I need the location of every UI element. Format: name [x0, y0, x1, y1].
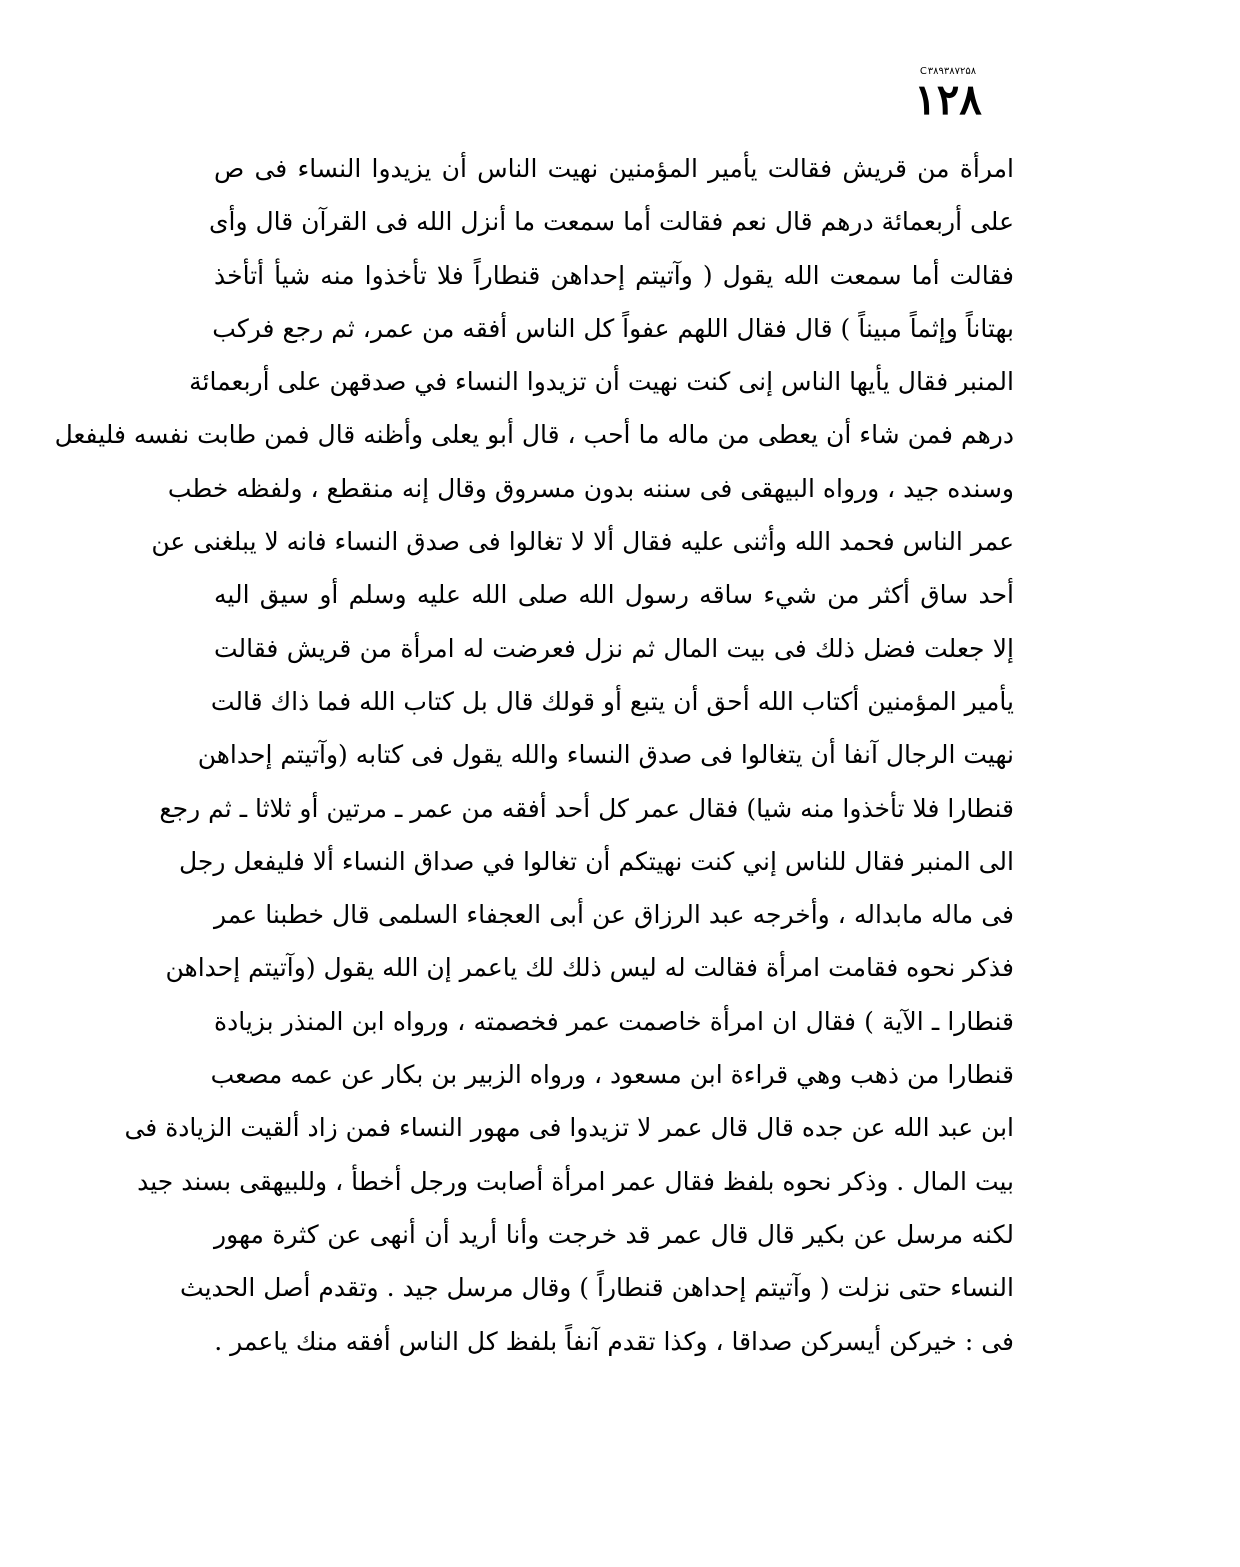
- text-line: قنطارا من ذهب وهي قراءة ابن مسعود ، ورواه الزبير بن بكار عن عمه مصعب: [210, 1060, 1014, 1090]
- text-line: النساء حتى نزلت ( وآتيتم إحداهن قنطاراً ) وقال مرسل جيد . وتقدم أصل الحديث: [180, 1273, 1014, 1303]
- text-line: فى : خيركن أيسركن صداقا ، وكذا تقدم آنفاً بلفظ كل الناس أفقه منك ياعمر .: [214, 1326, 1014, 1356]
- text-line: فى ماله مابداله ، وأخرجه عبد الرزاق عن أبى العجفاء السلمى قال خطبنا عمر: [214, 900, 1014, 930]
- text-line: بيت المال . وذكر نحوه بلفظ فقال عمر امرأة أصابت ورجل أخطأ ، وللبيهقى بسند جيد: [137, 1166, 1014, 1196]
- text-line: فقالت أما سمعت الله يقول ( وآتيتم إحداهن قنطاراً فلا تأخذوا منه شيأ أتأخذ: [214, 260, 1014, 290]
- page-number: ١٢٨: [914, 75, 982, 124]
- text-line: وسنده جيد ، ورواه البيهقى فى سننه بدون مسروق وقال إنه منقطع ، ولفظه خطب: [167, 473, 1014, 503]
- text-line: قنطارا ـ الآية ) فقال ان امرأة خاصمت عمر فخصمته ، ورواه ابن المنذر بزيادة: [214, 1006, 1014, 1036]
- text-line: أحد ساق أكثر من شيء ساقه رسول الله صلى الله عليه وسلم أو سيق اليه: [214, 580, 1014, 610]
- text-line: قنطارا فلا تأخذوا منه شيا) فقال عمر كل أحد أفقه من عمر ـ مرتين أو ثلاثا ـ ثم رجع: [159, 793, 1014, 823]
- text-line: ابن عبد الله عن جده قال قال عمر لا تزيدوا فى مهور النساء فمن زاد ألقيت الزيادة فى: [124, 1113, 1014, 1143]
- text-line: لكنه مرسل عن بكير قال قال عمر قد خرجت وأنا أريد أن أنهى عن كثرة مهور: [214, 1219, 1014, 1249]
- text-line: إلا جعلت فضل ذلك فى بيت المال ثم نزل فعرضت له امرأة من قريش فقالت: [214, 633, 1014, 663]
- text-line: على أربعمائة درهم قال نعم فقالت أما سمعت ما أنزل الله فى القرآن قال وأى: [208, 207, 1014, 237]
- text-line: فذكر نحوه فقامت امرأة فقالت له ليس ذلك لك ياعمر إن الله يقول (وآتيتم إحداهن: [165, 953, 1014, 983]
- text-line: درهم فمن شاء أن يعطى من ماله ما أحب ، قال أبو يعلى وأظنه قال فمن طابت نفسه فليفعل: [54, 420, 1014, 450]
- text-line: عمر الناس فحمد الله وأثنى عليه فقال ألا لا تغالوا فى صدق النساء فانه لا يبلغنى عن: [151, 527, 1014, 557]
- text-line: يأمير المؤمنين أكتاب الله أحق أن يتبع أو قولك قال بل كتاب الله فما ذاك قالت: [210, 686, 1014, 716]
- page-code: C۳۸۹۳۸۷۲۵۸: [919, 66, 977, 77]
- text-line: امرأة من قريش فقالت يأمير المؤمنين نهيت الناس أن يزيدوا النساء فى ص: [214, 154, 1014, 183]
- text-line: الى المنبر فقال للناس إني كنت نهيتكم أن تغالوا في صداق النساء ألا فليفعل رجل: [178, 846, 1014, 876]
- body-text: [54, 142, 1014, 1368]
- text-line: المنبر فقال يأيها الناس إنى كنت نهيت أن تزيدوا النساء في صدقهن على أربعمائة: [189, 367, 1014, 397]
- text-line: بهتاناً وإثماً مبيناً ) قال فقال اللهم عفواً كل الناس أفقه من عمر، ثم رجع فركب: [212, 313, 1014, 343]
- page-header: [898, 66, 998, 122]
- text-line: نهيت الرجال آنفا أن يتغالوا فى صدق النساء والله يقول فى كتابه (وآتيتم إحداهن: [197, 740, 1014, 770]
